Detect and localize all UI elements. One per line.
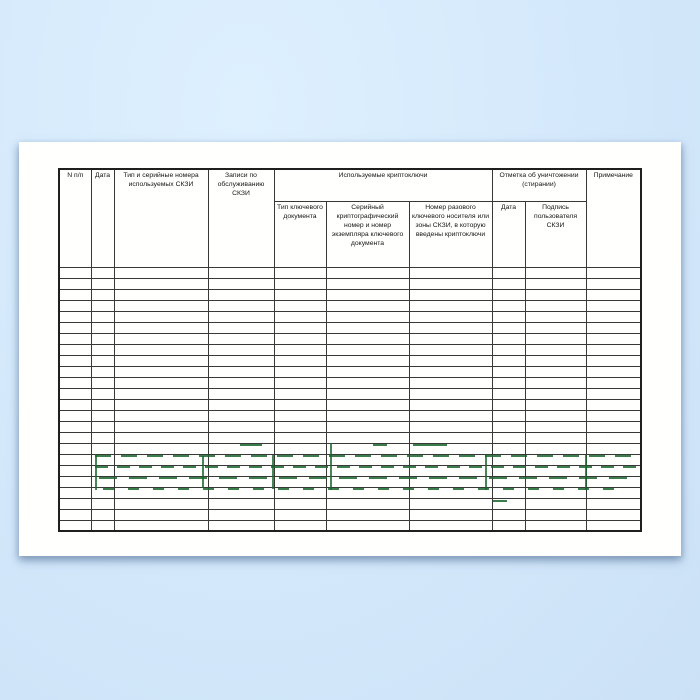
empty-cell [525, 509, 586, 520]
empty-cell [326, 278, 409, 289]
empty-cell [586, 366, 641, 377]
table-row [59, 267, 641, 278]
empty-cell [274, 344, 326, 355]
empty-cell [525, 498, 586, 509]
empty-cell [492, 454, 525, 465]
col-header-crypto-serial: Серийный криптографический номер и номер экземпляра ключевого документа [326, 201, 409, 267]
empty-cell [492, 487, 525, 498]
empty-cell [409, 509, 492, 520]
empty-cell [409, 410, 492, 421]
col-header-destruction-date: Дата [492, 201, 525, 267]
empty-cell [409, 498, 492, 509]
empty-cell [492, 267, 525, 278]
empty-cell [409, 432, 492, 443]
empty-cell [586, 443, 641, 454]
empty-cell [114, 344, 208, 355]
empty-cell [59, 300, 91, 311]
empty-cell [492, 333, 525, 344]
table-row [59, 498, 641, 509]
empty-cell [91, 289, 114, 300]
empty-cell [409, 465, 492, 476]
empty-cell [525, 410, 586, 421]
empty-cell [409, 399, 492, 410]
empty-cell [326, 454, 409, 465]
empty-cell [274, 333, 326, 344]
empty-cell [525, 487, 586, 498]
empty-cell [492, 443, 525, 454]
empty-cell [208, 311, 274, 322]
empty-cell [114, 322, 208, 333]
table-row [59, 443, 641, 454]
empty-cell [326, 333, 409, 344]
empty-cell [326, 388, 409, 399]
empty-cell [91, 311, 114, 322]
empty-cell [91, 333, 114, 344]
empty-cell [586, 311, 641, 322]
empty-cell [59, 509, 91, 520]
empty-cell [525, 300, 586, 311]
empty-cell [274, 520, 326, 531]
empty-cell [492, 377, 525, 388]
empty-cell [274, 267, 326, 278]
empty-cell [586, 421, 641, 432]
empty-cell [208, 267, 274, 278]
empty-cell [208, 355, 274, 366]
empty-cell [208, 443, 274, 454]
table-row [59, 520, 641, 531]
empty-cell [326, 465, 409, 476]
empty-cell [91, 465, 114, 476]
empty-cell [326, 322, 409, 333]
empty-cell [114, 443, 208, 454]
empty-cell [274, 322, 326, 333]
empty-cell [114, 476, 208, 487]
empty-cell [586, 388, 641, 399]
empty-cell [274, 355, 326, 366]
empty-cell [525, 454, 586, 465]
col-header-user-signature: Подпись пользователя СКЗИ [525, 201, 586, 267]
empty-cell [274, 487, 326, 498]
empty-cell [114, 355, 208, 366]
col-header-num: N п/п [59, 169, 91, 267]
empty-cell [208, 465, 274, 476]
col-header-date: Дата [91, 169, 114, 267]
empty-cell [208, 289, 274, 300]
empty-cell [274, 289, 326, 300]
empty-cell [274, 432, 326, 443]
empty-cell [409, 421, 492, 432]
empty-cell [208, 366, 274, 377]
table-row [59, 487, 641, 498]
empty-cell [409, 300, 492, 311]
empty-cell [409, 487, 492, 498]
empty-cell [59, 289, 91, 300]
empty-cell [525, 520, 586, 531]
empty-cell [91, 300, 114, 311]
empty-cell [91, 454, 114, 465]
empty-cell [586, 520, 641, 531]
empty-cell [326, 520, 409, 531]
empty-cell [114, 421, 208, 432]
empty-cell [274, 476, 326, 487]
empty-cell [525, 476, 586, 487]
empty-cell [59, 399, 91, 410]
empty-cell [91, 322, 114, 333]
table-row [59, 311, 641, 322]
table-row [59, 399, 641, 410]
empty-cell [326, 344, 409, 355]
empty-cell [326, 289, 409, 300]
empty-cell [586, 278, 641, 289]
empty-cell [586, 432, 641, 443]
empty-cell [525, 333, 586, 344]
col-header-note: Примечание [586, 169, 641, 267]
empty-cell [208, 487, 274, 498]
empty-cell [114, 509, 208, 520]
empty-cell [208, 454, 274, 465]
empty-cell [492, 421, 525, 432]
empty-cell [525, 322, 586, 333]
empty-cell [492, 410, 525, 421]
empty-cell [114, 311, 208, 322]
empty-cell [326, 432, 409, 443]
table-row [59, 377, 641, 388]
empty-cell [492, 344, 525, 355]
empty-cell [326, 267, 409, 278]
empty-cell [91, 487, 114, 498]
empty-cell [208, 278, 274, 289]
empty-cell [59, 311, 91, 322]
empty-cell [326, 410, 409, 421]
empty-cell [492, 278, 525, 289]
empty-cell [326, 487, 409, 498]
empty-cell [586, 344, 641, 355]
empty-cell [59, 366, 91, 377]
table-row [59, 322, 641, 333]
empty-cell [208, 388, 274, 399]
empty-cell [91, 520, 114, 531]
empty-cell [59, 355, 91, 366]
table-row [59, 300, 641, 311]
empty-cell [208, 509, 274, 520]
empty-cell [409, 322, 492, 333]
empty-cell [492, 366, 525, 377]
empty-cell [409, 454, 492, 465]
empty-cell [114, 289, 208, 300]
empty-cell [492, 498, 525, 509]
empty-cell [409, 289, 492, 300]
empty-cell [326, 311, 409, 322]
empty-cell [91, 388, 114, 399]
table-body [59, 267, 641, 531]
empty-cell [586, 355, 641, 366]
empty-cell [91, 377, 114, 388]
empty-cell [114, 366, 208, 377]
empty-cell [274, 399, 326, 410]
table-row [59, 366, 641, 377]
empty-cell [326, 399, 409, 410]
empty-cell [409, 476, 492, 487]
empty-cell [59, 465, 91, 476]
empty-cell [586, 476, 641, 487]
empty-cell [525, 465, 586, 476]
col-header-service-records: Записи по обслуживанию СКЗИ [208, 169, 274, 267]
empty-cell [91, 399, 114, 410]
col-header-key-media: Номер разового ключевого носителя или зоны СКЗИ, в которую введены криптоключи [409, 201, 492, 267]
empty-cell [492, 399, 525, 410]
empty-cell [492, 520, 525, 531]
empty-cell [525, 443, 586, 454]
empty-cell [525, 267, 586, 278]
empty-cell [492, 300, 525, 311]
empty-cell [525, 355, 586, 366]
empty-cell [114, 454, 208, 465]
empty-cell [492, 476, 525, 487]
empty-cell [91, 267, 114, 278]
empty-cell [586, 333, 641, 344]
table-row [59, 465, 641, 476]
empty-cell [59, 278, 91, 289]
empty-cell [586, 377, 641, 388]
empty-cell [586, 322, 641, 333]
empty-cell [91, 443, 114, 454]
empty-cell [525, 311, 586, 322]
empty-cell [208, 333, 274, 344]
empty-cell [586, 399, 641, 410]
empty-cell [208, 399, 274, 410]
empty-cell [409, 377, 492, 388]
empty-cell [59, 322, 91, 333]
empty-cell [274, 498, 326, 509]
empty-cell [114, 487, 208, 498]
empty-cell [326, 377, 409, 388]
empty-cell [274, 377, 326, 388]
empty-cell [409, 388, 492, 399]
empty-cell [59, 267, 91, 278]
empty-cell [586, 267, 641, 278]
empty-cell [326, 509, 409, 520]
empty-cell [91, 355, 114, 366]
empty-cell [208, 322, 274, 333]
table-row [59, 355, 641, 366]
empty-cell [586, 410, 641, 421]
empty-cell [492, 465, 525, 476]
empty-cell [409, 311, 492, 322]
empty-cell [59, 443, 91, 454]
empty-cell [208, 300, 274, 311]
empty-cell [274, 465, 326, 476]
empty-cell [525, 388, 586, 399]
empty-cell [208, 344, 274, 355]
empty-cell [525, 289, 586, 300]
empty-cell [586, 487, 641, 498]
empty-cell [326, 355, 409, 366]
empty-cell [326, 498, 409, 509]
empty-cell [586, 289, 641, 300]
empty-cell [114, 498, 208, 509]
empty-cell [91, 432, 114, 443]
empty-cell [91, 476, 114, 487]
empty-cell [326, 443, 409, 454]
empty-cell [59, 498, 91, 509]
empty-cell [409, 267, 492, 278]
empty-cell [59, 410, 91, 421]
empty-cell [586, 454, 641, 465]
empty-cell [409, 443, 492, 454]
empty-cell [525, 399, 586, 410]
empty-cell [91, 421, 114, 432]
empty-cell [208, 377, 274, 388]
table-row [59, 388, 641, 399]
empty-cell [492, 289, 525, 300]
col-group-destruction: Отметка об уничтожении (стирании) [492, 169, 586, 201]
empty-cell [91, 498, 114, 509]
empty-cell [59, 454, 91, 465]
empty-cell [409, 278, 492, 289]
empty-cell [326, 366, 409, 377]
empty-cell [586, 300, 641, 311]
empty-cell [59, 421, 91, 432]
empty-cell [492, 311, 525, 322]
table-row [59, 432, 641, 443]
empty-cell [59, 377, 91, 388]
empty-cell [492, 388, 525, 399]
empty-cell [59, 487, 91, 498]
table-row [59, 344, 641, 355]
empty-cell [492, 432, 525, 443]
empty-cell [114, 278, 208, 289]
empty-cell [59, 520, 91, 531]
table-row [59, 410, 641, 421]
table-row [59, 289, 641, 300]
empty-cell [114, 377, 208, 388]
empty-cell [274, 454, 326, 465]
table-row [59, 421, 641, 432]
empty-cell [492, 509, 525, 520]
table-row [59, 333, 641, 344]
empty-cell [274, 509, 326, 520]
empty-cell [525, 366, 586, 377]
empty-cell [208, 421, 274, 432]
empty-cell [409, 355, 492, 366]
table-row [59, 476, 641, 487]
empty-cell [91, 278, 114, 289]
empty-cell [59, 388, 91, 399]
empty-cell [326, 476, 409, 487]
empty-cell [114, 465, 208, 476]
empty-cell [91, 509, 114, 520]
empty-cell [492, 322, 525, 333]
header-row-groups [59, 169, 641, 201]
empty-cell [525, 344, 586, 355]
empty-cell [586, 465, 641, 476]
empty-cell [409, 344, 492, 355]
empty-cell [59, 432, 91, 443]
table-row [59, 278, 641, 289]
empty-cell [274, 311, 326, 322]
empty-cell [208, 432, 274, 443]
empty-cell [525, 432, 586, 443]
empty-cell [114, 267, 208, 278]
empty-cell [114, 410, 208, 421]
empty-cell [586, 498, 641, 509]
empty-cell [409, 520, 492, 531]
empty-cell [525, 278, 586, 289]
col-header-skzi-type: Тип и серийные номера используемых СКЗИ [114, 169, 208, 267]
empty-cell [274, 421, 326, 432]
empty-cell [208, 476, 274, 487]
empty-cell [91, 366, 114, 377]
empty-cell [114, 432, 208, 443]
empty-cell [409, 333, 492, 344]
empty-cell [114, 300, 208, 311]
empty-cell [114, 388, 208, 399]
empty-cell [274, 410, 326, 421]
empty-cell [274, 366, 326, 377]
empty-cell [59, 344, 91, 355]
empty-cell [114, 399, 208, 410]
empty-cell [91, 410, 114, 421]
empty-cell [326, 421, 409, 432]
empty-cell [274, 300, 326, 311]
table-row [59, 509, 641, 520]
table-row [59, 454, 641, 465]
empty-cell [208, 520, 274, 531]
table-header [59, 169, 641, 267]
empty-cell [409, 366, 492, 377]
empty-cell [208, 498, 274, 509]
empty-cell [586, 509, 641, 520]
empty-cell [525, 421, 586, 432]
empty-cell [59, 476, 91, 487]
empty-cell [326, 300, 409, 311]
document-sheet [19, 142, 681, 556]
empty-cell [91, 344, 114, 355]
empty-cell [525, 377, 586, 388]
col-group-cryptokeys: Используемые криптоключи [274, 169, 492, 201]
empty-cell [114, 333, 208, 344]
skzi-journal-table [58, 168, 642, 532]
empty-cell [274, 278, 326, 289]
empty-cell [114, 520, 208, 531]
col-header-key-doc-type: Тип ключевого документа [274, 201, 326, 267]
empty-cell [492, 355, 525, 366]
empty-cell [59, 333, 91, 344]
empty-cell [208, 410, 274, 421]
empty-cell [274, 388, 326, 399]
empty-cell [274, 443, 326, 454]
